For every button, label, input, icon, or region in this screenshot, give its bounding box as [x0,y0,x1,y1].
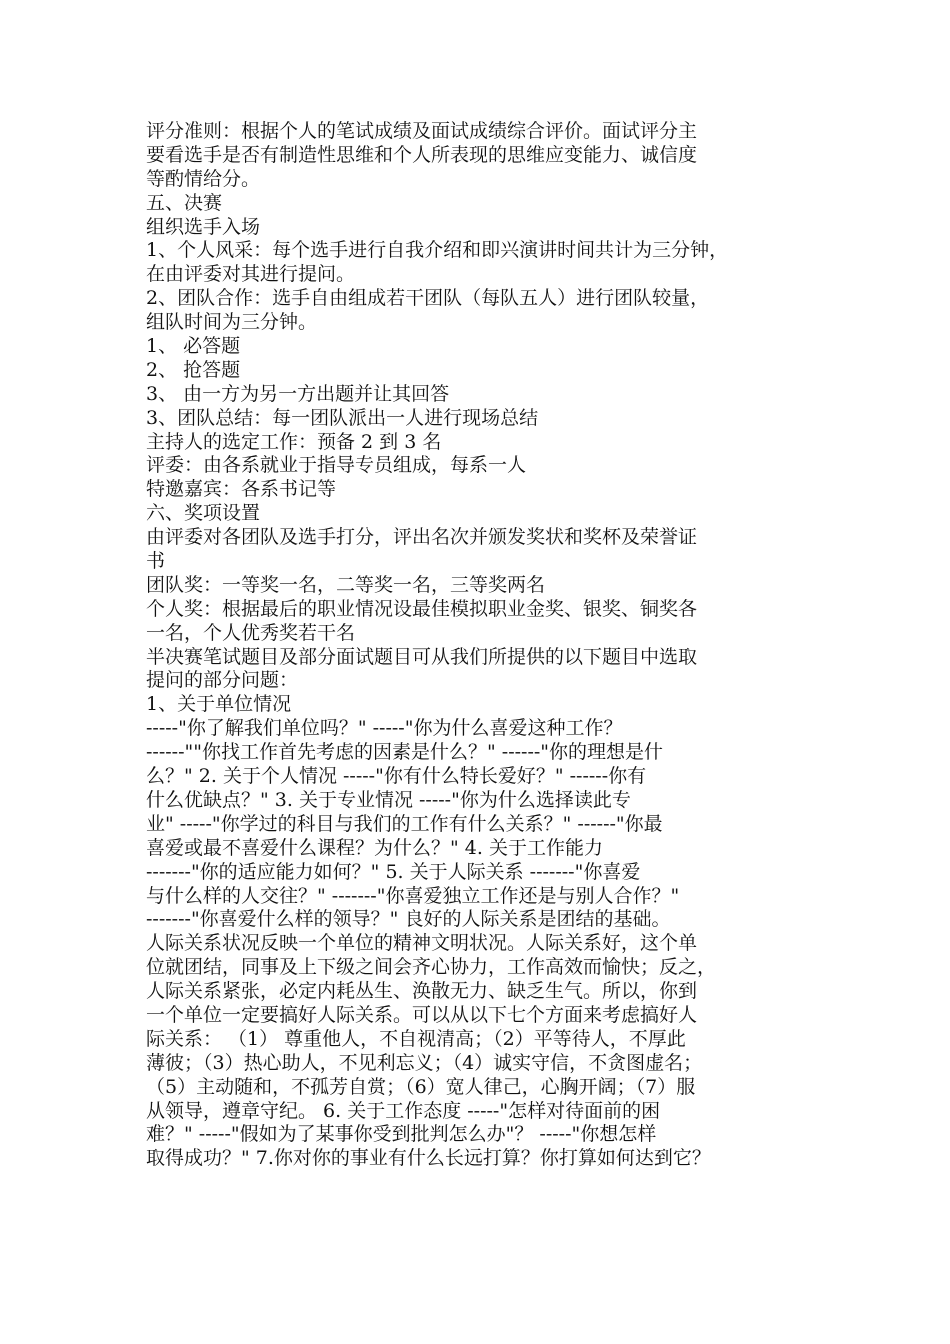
text-line: 要看选手是否有制造性思维和个人所表现的思维应变能力、诚信度 [146,143,698,166]
text-line: 什么优缺点？" 3. 关于专业情况 -----"你为什么选择读此专 [146,788,631,811]
text-line: 喜爱或最不喜爱什么课程？为什么？" 4. 关于工作能力 [146,836,603,859]
text-line: 半决赛笔试题目及部分面试题目可从我们所提供的以下题目中选取 [146,645,698,668]
text-line: 团队奖：一等奖一名，二等奖一名，三等奖两名 [146,573,546,596]
text-line: 3、 由一方为另一方出题并让其回答 [146,382,450,405]
text-line: -------"你的适应能力如何？" 5. 关于人际关系 -------"你喜爱 [146,860,641,883]
text-line: 么？" 2. 关于个人情况 -----"你有什么特长爱好？" ------你有 [146,765,647,788]
text-line: 等酌情给分。 [146,167,261,190]
text-line: 人际关系状况反映一个单位的精神文明状况。人际关系好，这个单 [146,932,698,955]
text-line: 提问的部分问题： [146,669,299,692]
text-line: 际关系： （1） 尊重他人，不自视清高；（2）平等待人，不厚此 [146,1027,686,1050]
text-line: -------"你喜爱什么样的领导？" 良好的人际关系是团结的基础。 [146,908,671,931]
text-line: 一名，个人优秀奖若干名 [146,621,356,644]
text-line: 人际关系紧张，必定内耗丛生、涣散无力、缺乏生气。所以，你到 [146,980,698,1003]
text-line: 2、团队合作：选手自由组成若干团队（每队五人）进行团队较量， [146,287,710,310]
text-line: 组织选手入场 [146,215,261,238]
text-line: 取得成功？" 7.你对你的事业有什么长远打算？你打算如何达到它？ [146,1147,711,1170]
text-line: 2、 抢答题 [146,358,241,381]
text-line: 3、团队总结：每一团队派出一人进行现场总结 [146,406,539,429]
text-line: 组队时间为三分钟。 [146,311,318,334]
text-line: 书 [146,550,166,573]
text-line: 从领导，遵章守纪。 6. 关于工作态度 -----"怎样对待面前的困 [146,1099,661,1122]
text-line: -----"你了解我们单位吗？" -----"你为什么喜爱这种工作？ [146,717,623,740]
text-line: 1、 必答题 [146,335,241,358]
text-line: 五、决赛 [146,191,223,214]
text-line: 一个单位一定要搞好人际关系。可以从以下七个方面来考虑搞好人 [146,1003,698,1026]
document-page [146,120,814,1171]
text-line: 位就团结，同事及上下级之间会齐心协力，工作高效而愉快；反之， [146,956,717,979]
text-line: 在由评委对其进行提问。 [146,263,356,286]
text-line: 与什么样的人交往？" -------"你喜爱独立工作还是与别人合作？" [146,884,680,907]
text-line: 薄彼；（3）热心助人，不见利忘义；（4）诚实守信，不贪图虚名； [146,1051,703,1074]
text-line: ------""你找工作首先考虑的因素是什么？" ------"你的理想是什 [146,741,664,764]
text-line: 1、个人风采：每个选手进行自我介绍和即兴演讲时间共计为三分钟， [146,239,729,262]
text-line: 主持人的选定工作：预备 2 到 3 名 [146,430,442,453]
text-line: 业" -----"你学过的科目与我们的工作有什么关系？" ------"你最 [146,812,663,835]
text-line: （5）主动随和，不孤芳自赏；（6）宽人律己，心胸开阔；（7）服 [146,1075,696,1098]
text-line: 难？" -----"假如为了某事你受到批判怎么办"？ -----"你想怎样 [146,1123,657,1146]
text-line: 由评委对各团队及选手打分，评出名次并颁发奖状和奖杯及荣誉证 [146,526,698,549]
text-line: 评委：由各系就业于指导专员组成，每系一人 [146,454,527,477]
text-line: 特邀嘉宾：各系书记等 [146,478,337,501]
text-line: 个人奖：根据最后的职业情况设最佳模拟职业金奖、银奖、铜奖各 [146,597,698,620]
text-line: 1、关于单位情况 [146,693,292,716]
text-line: 六、奖项设置 [146,502,261,525]
text-line: 评分准则：根据个人的笔试成绩及面试成绩综合评价。面试评分主 [146,120,698,142]
